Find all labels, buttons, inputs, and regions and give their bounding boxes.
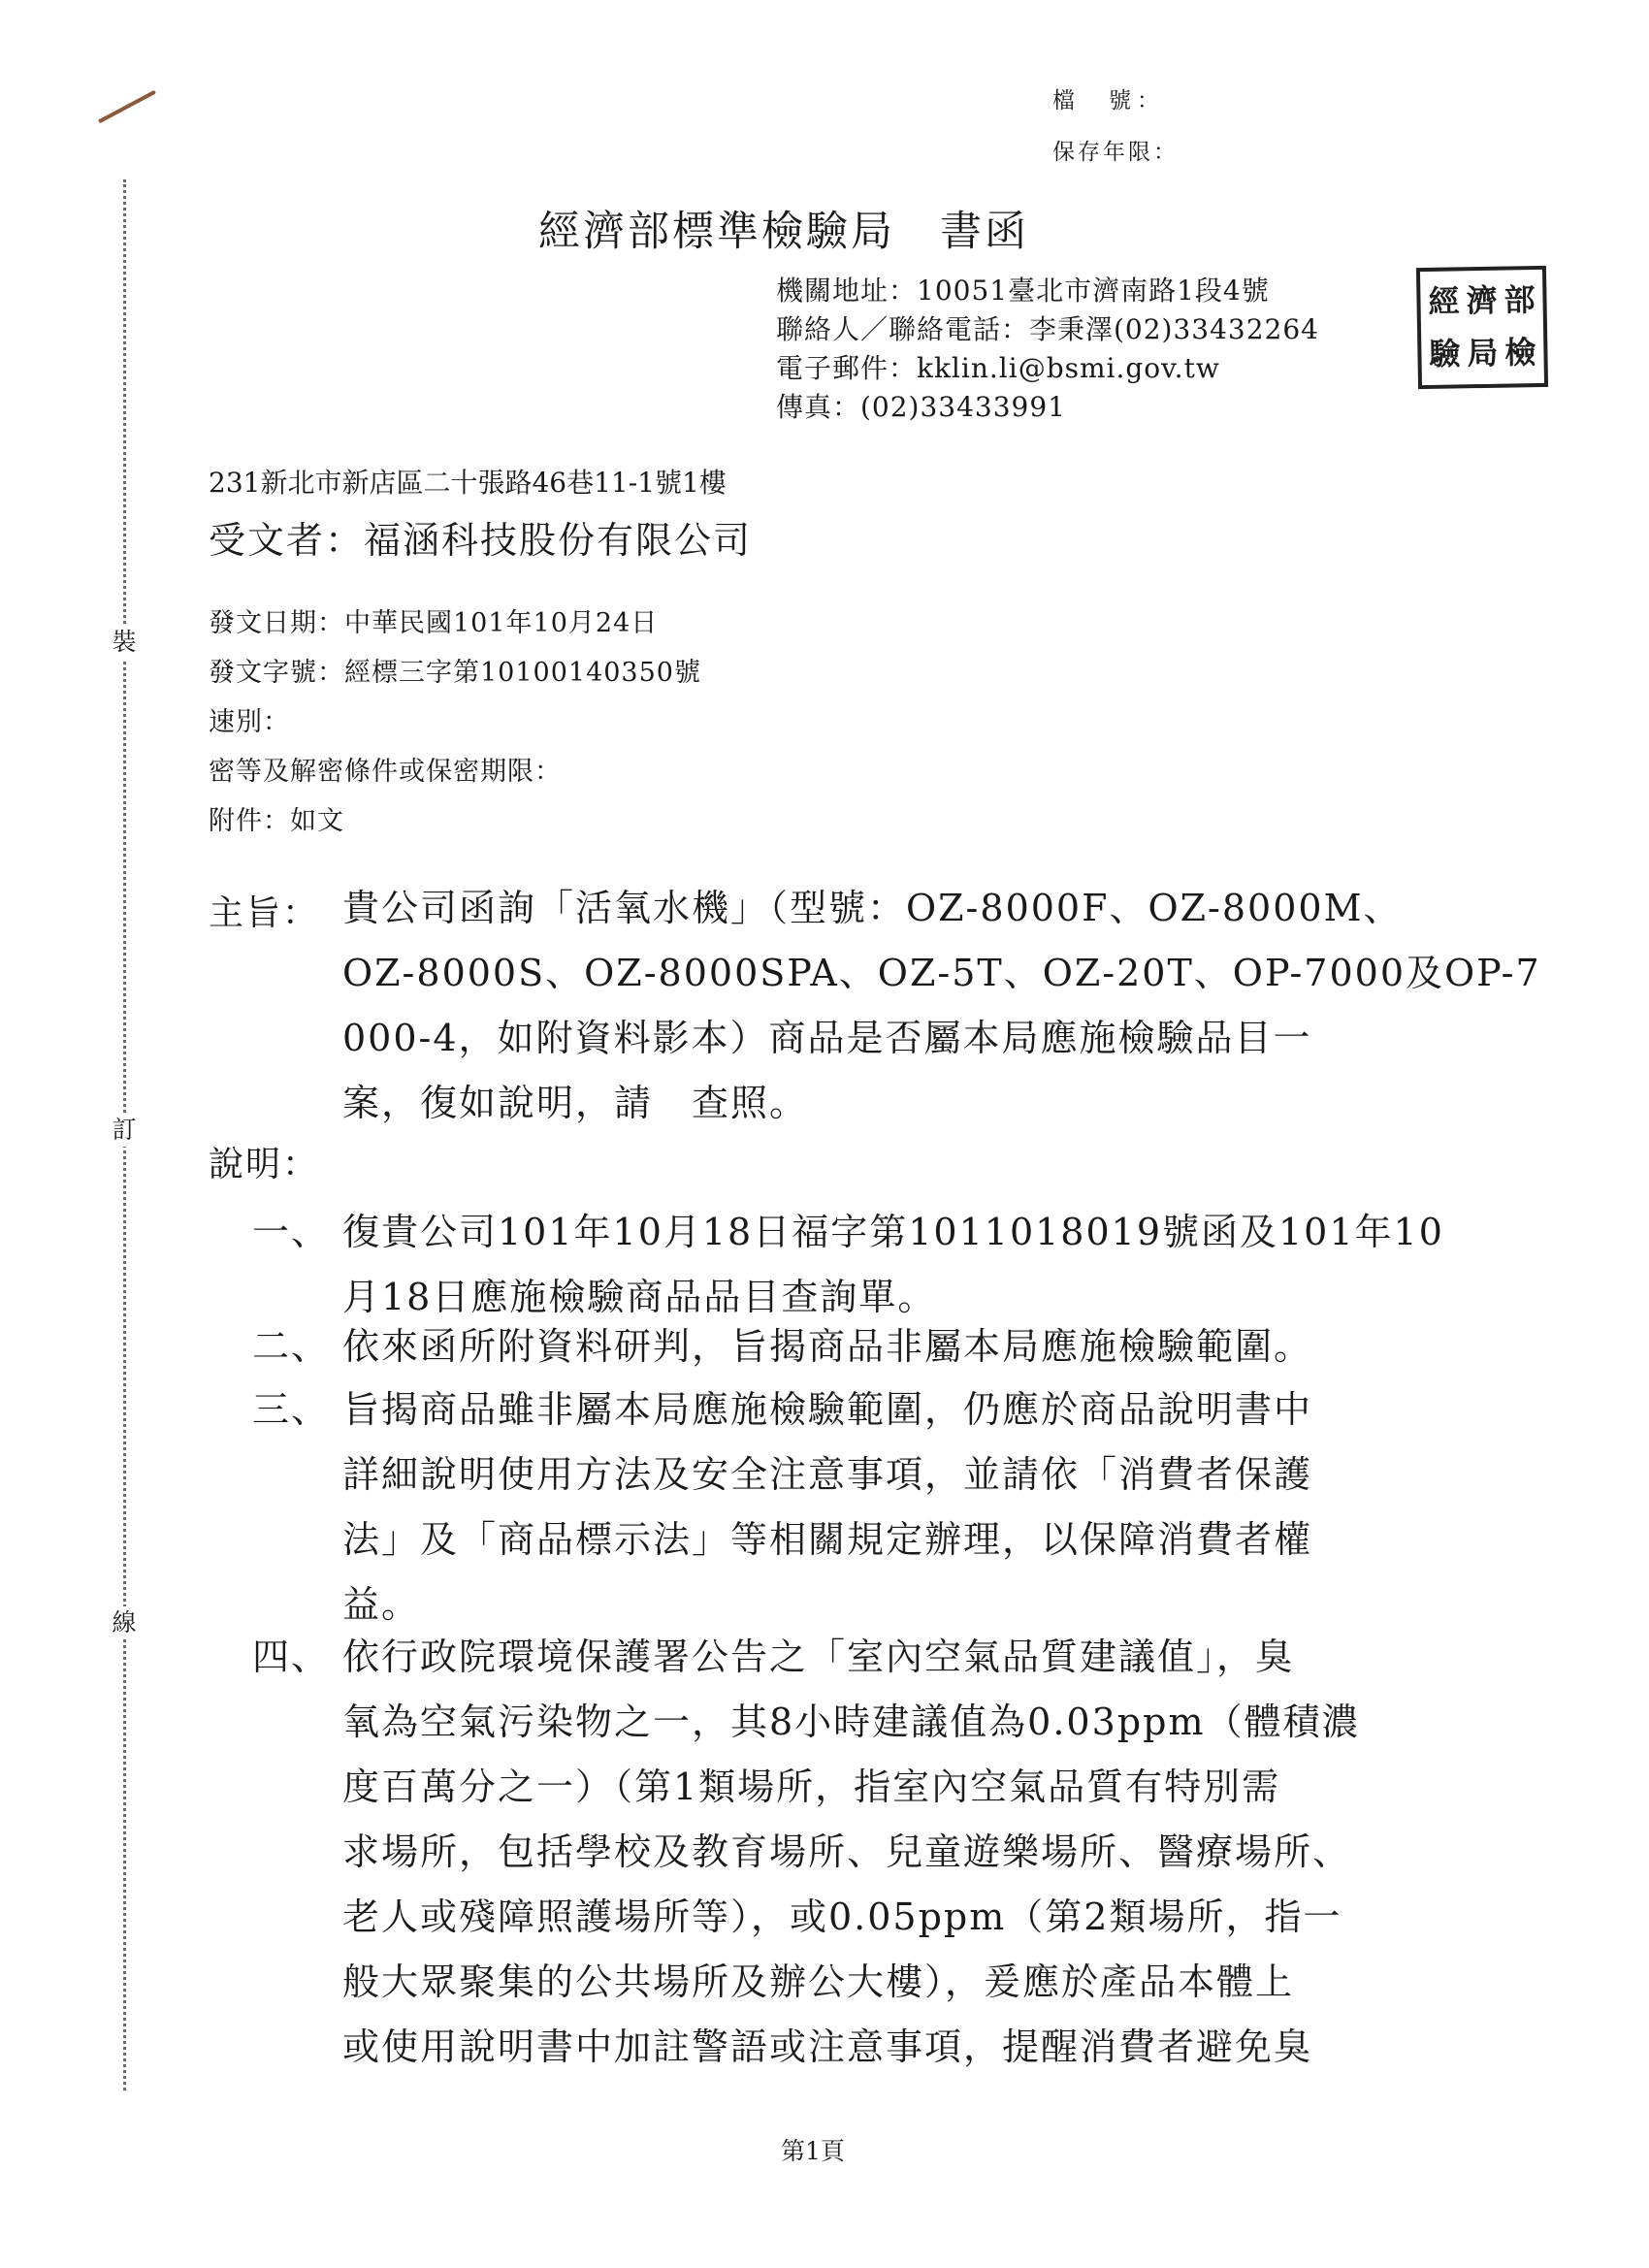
binding-label-staple: 訂 [110,1114,139,1147]
recipient-name: 受文者：福涵科技股份有限公司 [209,519,753,562]
retention-period-label: 保存年限： [1052,140,1179,165]
file-number-label: 檔 號： [1052,88,1165,113]
agency-fax: 傳真：(02)33433991 [776,391,1066,423]
item-number: 四、 [252,1636,331,1678]
item-number: 二、 [252,1325,331,1368]
seal-char: 經 [1428,282,1460,320]
item-line: 依來函所附資料研判，旨揭商品非屬本局應施檢驗範圍。 [342,1325,1313,1368]
subject-line: 000-4，如附資料影本）商品是否屬本局應施檢驗品目一 [342,1017,1312,1059]
document-number: 發文字號：經標三字第10100140350號 [209,658,701,688]
subject-label: 主旨： [209,893,320,933]
item-line: 般大眾聚集的公共場所及辦公大樓），爰應於產品本體上 [342,1960,1295,2003]
binding-label-line: 線 [110,1606,139,1639]
description-item [342,1314,1312,1379]
secrecy-level: 密等及解密條件或保密期限： [209,757,562,787]
item-line: 詳細說明使用方法及安全注意事項，並請依「消費者保護 [342,1453,1313,1496]
item-line: 或使用說明書中加註警語或注意事項，提醒消費者避免臭 [342,2025,1313,2068]
agency-info [776,272,1319,427]
item-line: 旨揭商品雖非屬本局應施檢驗範圍，仍應於商品說明書中 [342,1388,1313,1431]
document-title: 經濟部標準檢驗局 書函 [538,208,1029,256]
subject-line: OZ-8000S、OZ-8000SPA、OZ-5T、OZ-20T、OP-7000及OP-7 [342,952,1541,994]
item-line: 氧為空氣污染物之一，其8小時建議值為0.03ppm（體積濃 [342,1701,1361,1743]
binding-label-bind: 裝 [110,626,139,659]
item-line: 復貴公司101年10月18日福字第1011018019號函及101年10 [342,1211,1444,1253]
subject-body [342,876,1541,1136]
item-line: 老人或殘障照護場所等），或0.05ppm（第2類場所，指一 [342,1895,1342,1938]
item-line: 月18日應施檢驗商品品目查詢單。 [342,1276,937,1318]
seal-char: 檢 [1504,334,1536,372]
agency-contact: 聯絡人／聯絡電話：李秉澤(02)33432264 [776,313,1319,345]
delivery-speed: 速別： [209,707,290,737]
seal-char: 濟 [1466,281,1498,320]
seal-char: 部 [1504,281,1536,319]
document-meta [209,599,701,846]
item-number: 一、 [252,1211,331,1253]
agency-address: 機關地址：10051臺北市濟南路1段4號 [776,275,1270,307]
agency-email: 電子郵件：kklin.li@bsmi.gov.tw [776,352,1220,384]
attachment: 附件：如文 [209,806,344,836]
recipient-address: 231新北市新店區二十張路46巷11-1號1樓 [209,467,727,499]
description-item [342,1377,1312,1637]
item-line: 依行政院環境保護署公告之「室內空氣品質建議值」，臭 [342,1636,1295,1678]
subject-line: 貴公司函詢「活氧水機」（型號：OZ-8000F、OZ-8000M、 [342,887,1403,929]
page-number: 第1頁 [781,2137,845,2165]
description-label: 說明： [209,1145,320,1184]
subject-line: 案，復如說明，請 查照。 [342,1082,809,1124]
issue-date: 發文日期：中華民國101年10月24日 [209,608,659,638]
seal-char: 驗 [1429,335,1461,373]
staple-mark [98,90,156,124]
item-line: 求場所，包括學校及教育場所、兒童遊樂場所、醫療場所、 [342,1831,1352,1873]
official-seal [1416,266,1548,389]
description-item [342,1625,1360,2080]
description-item [342,1200,1444,1330]
item-number: 三、 [252,1388,331,1431]
item-line: 益。 [342,1583,421,1626]
seal-char: 局 [1467,334,1499,373]
item-line: 法」及「商品標示法」等相關規定辦理，以保障消費者權 [342,1518,1313,1561]
item-line: 度百萬分之一）（第1類場所，指室內空氣品質有特別需 [342,1766,1281,1808]
